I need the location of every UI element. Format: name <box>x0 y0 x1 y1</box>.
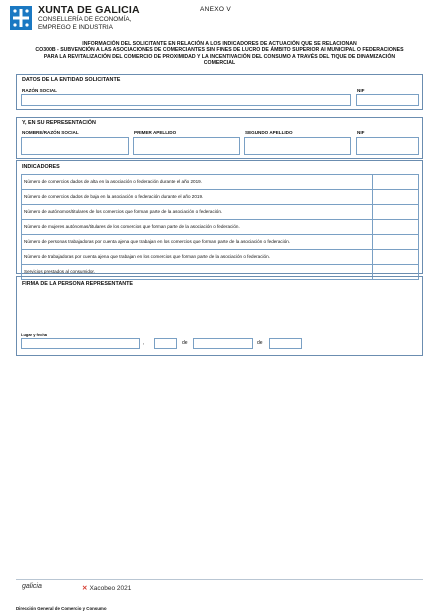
representative-section <box>16 117 423 159</box>
company-name-field[interactable] <box>21 94 351 106</box>
day-field[interactable] <box>154 338 177 349</box>
heading-line-1: INFORMACIÓN DEL SOLICITANTE EN RELACIÓN A LOS INDICADORES DE ACTUACIÓN QUE SE RELACIONAN <box>82 41 357 47</box>
document-heading <box>18 41 421 67</box>
indicator-label: Número de mujeres autónomas/titulares de los comercios que forman parte de la asociación o federación. <box>22 220 373 235</box>
nif-label: NIF <box>357 88 365 93</box>
indicators-table <box>21 174 419 280</box>
indicator-row <box>22 250 419 265</box>
footer-divider <box>16 579 423 580</box>
de-separator-2: de <box>257 340 263 346</box>
indicator-value-field[interactable] <box>373 250 419 265</box>
rep-name-field[interactable] <box>21 137 129 155</box>
year-field[interactable] <box>269 338 302 349</box>
first-surname-field[interactable] <box>133 137 240 155</box>
first-surname-label: PRIMER APELLIDO <box>134 130 177 135</box>
entity-section <box>16 74 423 110</box>
place-date-label: Lugar y fecha <box>21 332 48 337</box>
indicator-value-field[interactable] <box>373 175 419 190</box>
rep-nif-label: NIF <box>357 130 365 135</box>
indicator-value-field[interactable] <box>373 220 419 235</box>
indicator-label: Servicios prestados al consumidor. <box>22 265 373 280</box>
xacobeo-icon: ✕ <box>82 585 88 592</box>
xacobeo-logo <box>82 584 131 592</box>
comma-separator: , <box>143 340 145 346</box>
indicator-value-field[interactable] <box>373 235 419 250</box>
representative-section-title: Y, EN SU REPRESENTACIÓN <box>22 120 96 126</box>
indicators-section-title: INDICADORES <box>22 164 60 170</box>
indicator-label: Número de trabajadoras por cuenta ajena que trabajan en los comercios que forman parte de la asociación o federación. <box>22 250 373 265</box>
indicator-row <box>22 235 419 250</box>
indicators-section <box>16 160 423 274</box>
indicator-row <box>22 190 419 205</box>
month-field[interactable] <box>193 338 253 349</box>
heading-line-2: CO300B - SUBVENCIÓN A LAS ASOCIACIONES DE COMERCIANTES SIN FINES DE LUCRO DE ÁMBITO SUPERIOR AI MUNICIPAL O FEDERACIONES <box>35 47 404 54</box>
signature-section-title: FIRMA DE LA PERSONA REPRESENTANTE <box>22 281 134 287</box>
indicator-row <box>22 175 419 190</box>
rep-nif-field[interactable] <box>356 137 419 155</box>
org-department: CONSELLERÍA DE ECONOMÍA, <box>38 16 132 23</box>
place-field[interactable] <box>21 338 140 349</box>
signature-section <box>16 276 423 356</box>
galicia-logo: galicia <box>22 583 42 590</box>
xacobeo-label: Xacobeo 2021 <box>89 585 132 592</box>
indicator-label: Número de comercios dados de alta en la asociación o federación durante el año 2019. <box>22 175 373 190</box>
nif-field[interactable] <box>356 94 419 106</box>
rep-name-label: NOMBRE/RAZÓN SOCIAL <box>22 130 79 135</box>
indicator-label: Número de comercios dados de baja en la asociación o federación durante el año 2019. <box>22 190 373 205</box>
indicator-value-field[interactable] <box>373 190 419 205</box>
indicator-label: Número de personas trabajadoras por cuenta ajena que trabajan en los comercios que forman parte de la asociación o federación. <box>22 235 373 250</box>
indicator-value-field[interactable] <box>373 205 419 220</box>
org-title: XUNTA DE GALICIA <box>38 4 140 16</box>
indicator-row <box>22 220 419 235</box>
heading-line-4: COMERCIAL <box>203 60 236 67</box>
entity-section-title: DATOS DE LA ENTIDAD SOLICITANTE <box>22 77 121 83</box>
de-separator-1: de <box>182 340 188 346</box>
xunta-logo <box>10 6 32 30</box>
indicator-label: Número de autónomos/titulares de los comercios que forman parte de la asociación o federación. <box>22 205 373 220</box>
annex-label: ANEXO V <box>200 6 231 13</box>
organization-name <box>38 4 140 31</box>
indicator-row <box>22 205 419 220</box>
company-name-label: RAZÓN SOCIAL <box>22 88 57 93</box>
heading-line-3: PARA LA REVITALIZACIÓN DEL COMERCIO DE PROXIMIDAD Y LA INCENTIVACIÓN DEL CONSUMO A TRAVÉS DEL TIQUE DE DINAMIZACIÓN <box>43 53 396 60</box>
second-surname-label: SEGUNDO APELLIDO <box>245 130 293 135</box>
org-department-2: EMPREGO E INDUSTRIA <box>38 23 113 31</box>
directorate-name: Dirección General de Comercio y Consumo <box>16 606 107 611</box>
second-surname-field[interactable] <box>244 137 351 155</box>
